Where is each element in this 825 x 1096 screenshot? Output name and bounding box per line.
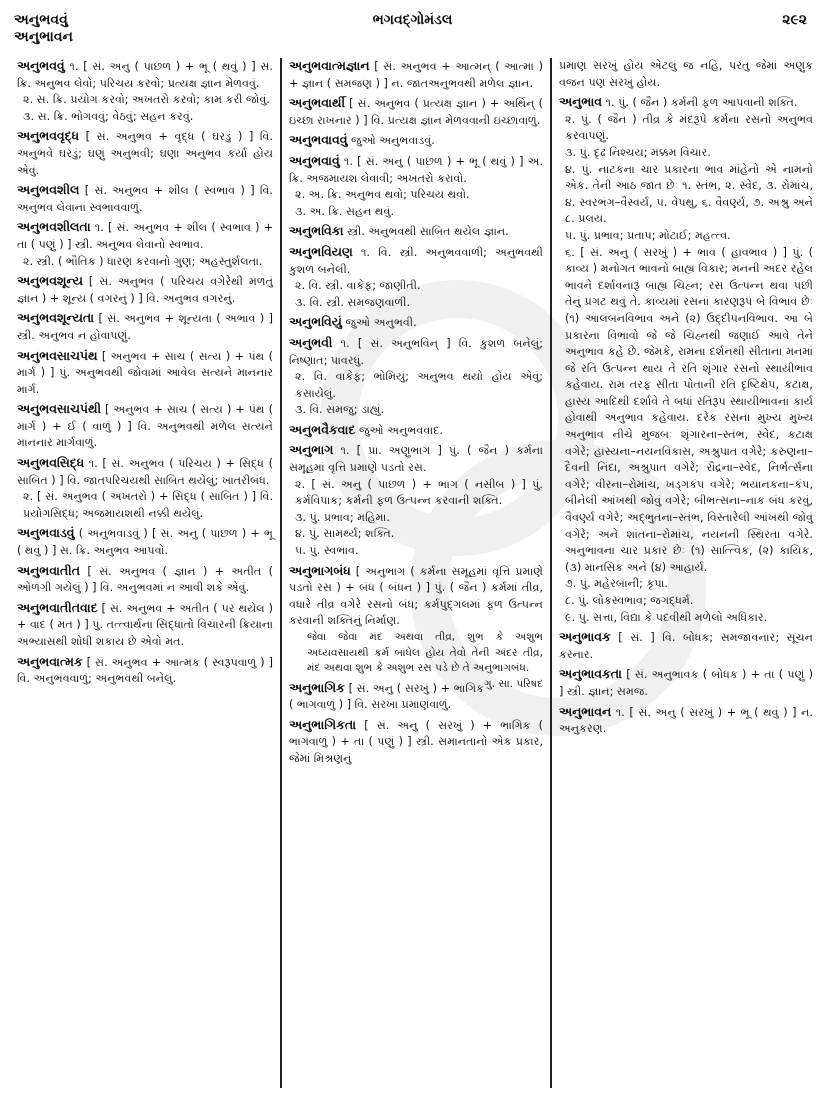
headword: અનુભવિયું	[289, 314, 342, 330]
sense: ૫. પું. સ્વભાવ.	[295, 544, 359, 558]
definition: [ સં. અનુભવ + આત્મન્ ( આત્મા ) + જ્ઞાન ( સમજણ ) ] ન. જાતઅનુભવથી મળેલ જ્ઞાન.	[289, 60, 543, 90]
definition: ૧. [ સં. અનુ ( પાછળ ) + ભૂ ( થવું ) ] અ. ક્રિ. અજમાયશ લેવાવી; અખતરો કરાવો.	[289, 154, 543, 185]
dictionary-entry	[17, 563, 273, 597]
running-title: ભગવદ્ગોમંડલ	[372, 12, 453, 28]
column-right	[550, 58, 820, 1088]
sense: ૨. પું. ( જૈન ) તીવ્ર કે મંદરૂપે કર્મના રસનો અનુભવ કરવાપણું.	[565, 112, 813, 143]
definition: [ સં. અનુભવ + વૃદ્ધ ( ઘરડું ) ] વિ. અનુભવે ઘરડું; ઘણું અનુભવી; ઘણા અનુભવ કર્યા હોય એવું.	[17, 130, 273, 177]
sense: ૨. [ સં. અનુભવ ( અખતરો ) + સિદ્ધ ( સાબિત ) ] વિ. પ્રયોગસિદ્ધ; અજમાયશથી નક્કી થયેલું.	[23, 490, 273, 520]
dictionary-entry	[17, 310, 273, 344]
dictionary-entry	[289, 223, 543, 241]
sense: ૪. પું. સામર્થ્ય; શક્તિ.	[295, 527, 395, 541]
headword: અનુભવાત્મજ્ઞાન	[289, 58, 370, 73]
headword: અનુભવસિદ્ધ	[17, 455, 85, 471]
dictionary-entry	[17, 58, 273, 125]
headword: અનુભાવન	[559, 703, 612, 719]
headword: અનુભવવૃદ્ધ	[17, 128, 80, 144]
definition: [ સં. અનુભવ + શૂન્યતા ( અભાવ ) ] સ્ત્રી. અનુભવ ન હોવાપણું.	[17, 312, 273, 342]
sense: ૫. પું. પ્રભાવ; પ્રતાપ; મોટાઈ; મહત્ત્વ.	[565, 228, 731, 242]
usage-note-text: જેવા જેવા મંદ અથવા તીવ્ર, શુભ કે અશુભ અધ્યવસાયથી કર્મ બાંધેલ હોય તેવો તેની અંદર તીવ્ર, મંદ અથવા શુભ કે અશુભ રસ પડે છે તે અનુભાગબંધ.	[307, 631, 543, 674]
dictionary-entry	[289, 442, 543, 559]
headword: અનુભવાત્મક	[17, 653, 83, 669]
headword: અનુભવશૂન્ય	[17, 273, 83, 289]
continued-text: પ્રમાણ સરખું હોય એટલું જ નહિ, પરંતુ જેમાં અણુક વજન પણ સરખું હોય.	[559, 59, 813, 89]
cross-reference: જુઓ અનુભવવાદ.	[358, 423, 443, 437]
headword: અનુભવાતીત	[17, 562, 80, 578]
dictionary-entry	[17, 654, 273, 688]
dictionary-entry	[289, 314, 543, 332]
definition: [ અનુભાગ ( કર્મના સમૂહમાં વૃત્તિ પ્રમાણે પડતો રસ ) + બંધ ( બંધન ) ] પું. ( જૈન ) કર્મમાં તીવ્ર, વધારે તીવ્ર વગેરે રસનો બંધ; કર્મપુદ્ગલમાં ફળ ઉત્પન્ન કરવાની શક્તિનું નિર્માણ.	[289, 564, 543, 628]
definition: ૧. [ સં. અનુ ( સરખું ) + ભૂ ( થવું ) ] ન. અનુકરણ.	[559, 705, 813, 736]
headword: અનુભવસાચપંથી	[17, 401, 102, 417]
dictionary-entry	[289, 95, 543, 129]
dictionary-entry	[17, 128, 273, 179]
dictionary-entry	[289, 717, 543, 768]
headword: અનુભવાડવું	[17, 525, 75, 541]
page-header	[0, 0, 825, 60]
definition: [ સં. અનુભવ + આત્મક ( સ્વરૂપવાળું ) ] વિ. અનુભવવાળું; અનુભવથી બનેલું.	[17, 655, 273, 686]
headword: અનુભાગબંધ	[289, 562, 351, 578]
sense: ૨. વિ. સ્ત્રી. વાકેફ; જાણીતી.	[295, 279, 421, 293]
dictionary-entry	[559, 94, 813, 626]
sense: ૨. [ સં. અનુ ( પાછળ ) + ભાગ ( નસીબ ) ] પું. કર્મવિપાક; કર્મની ફળ ઉત્પન્ન કરવાની શક્તિ.	[295, 477, 543, 508]
dictionary-entry	[17, 525, 273, 559]
headword: અનુભાવકતા	[559, 666, 622, 682]
sense: ૬. [ સં. અનુ ( સરખું ) + ભાવ ( હાવભાવ ) ] પું. ( કાવ્ય ) મનોગત ભાવનો બાહ્ય વિકાર; મનની અંદર રહેલ ભાવને દર્શાવનારૂં બાહ્ય ચિહ્ન; રસ ઉત્પન્ન થવા પછી તેનું પ્રગટ થવું તે. કાવ્યમાં રસનાં કારણરૂપ બે વિભાવ છેઃ (૧) આલંબનવિભાવ અને (૨) ઉદ્દીપનવિભાવ. આ બે પ્રકારના વિભાવો જે જે ચિહ્નથી જણાઈ આવે તેને અનુભાવ કહે છે. જેમકે, રામના દર્શનથી સીતાના મનમાં જે રતિ ઉત્પન્ન થાય તે રતિ શૃંગાર રસનો સ્થાયીભાવ કહેવાય. રામ તરફ સીતા પોતાની રતિ દૃષ્ટિક્ષેપ, કટાક્ષ, હાસ્ય આદિથી દર્શાવે તે બધાં રતિરૂપ સ્થાયીભાવનાં કાર્ય હોવાથી અનુભાવ કહેવાય. દરેક રસના મુખ્ય મુખ્ય અનુભાવ નીચે મુજબઃ શૃંગારના–સ્તંભ, સ્વેદ, કટાક્ષ વગેરે; હાસ્યના–નયનવિકાસ, અશ્રુપાત વગેરે; કરુણના–દૈવની નિંદા, અશ્રુપાત વગેરે; રૌદ્રના–સ્વેદ, નિર્ભર્ત્સના વગેરે; વીરના–રોમાંચ, ખડ્ગકંપ વગેરે; ભયાનકના–કંપ, બીનેલી આંખથી જોવું વગેરે; બીભત્સના–નાક બંધ કરવું, વૈવર્ણ્ય વગેરે; અદ્ભુતના–સ્તંભ, વિસ્તારેલી આંખથી જોવું વગેરે; અને શાંતના–રોમાંચ, નયનની સ્થિરતા વગેરે. અનુભાવના ચાર પ્રકાર છેઃ (૧) સાત્ત્વિક, (૨) કાયિક, (૩) માનસિક અને (૪) આહાર્ય.	[565, 245, 813, 574]
dictionary-entry	[289, 58, 543, 92]
sense: ૨. વિ. વાકેફ; ભોમિયું; અનુભવ થયો હોય એવું; કસાયેલું.	[295, 370, 543, 400]
sense: ૩. વિ. સ્ત્રી. સમજણવાળી.	[295, 295, 410, 309]
definition: ૧. [ સં. અનુભવ + શીલ ( સ્વભાવ ) + તા ( પણું ) ] સ્ત્રી. અનુભવ લેવાનો સ્વભાવ.	[17, 221, 273, 251]
dictionary-entry	[289, 132, 543, 150]
headword: અનુભાવ	[559, 94, 602, 110]
headword: અનુભવાર્થી	[289, 95, 346, 111]
citation-source: ગુ. સા. પરિષદ	[484, 677, 543, 690]
column-middle	[280, 58, 550, 1088]
headword: અનુભવસાચપંથ	[17, 347, 98, 363]
sense: ૩. પું. પ્રભાવ; મહિમા.	[295, 510, 390, 524]
definition: [ સં. અનુભવ ( જ્ઞાન ) + અતીત ( ઓળંગી ગયેલું ) ] વિ. અનુભવમાં ન આવી શકે એવું.	[17, 564, 274, 595]
sense: ૩. પું. દૃઢ નિશ્ચય; મક્કમ વિચાર.	[565, 145, 711, 159]
headword: અનુભવશીલતા	[17, 219, 91, 235]
definition: [ સં. અનુભવ ( પ્રત્યક્ષ જ્ઞાન ) + અર્થિન્ ( ઇચ્છા રાખનાર ) ] વિ. પ્રત્યક્ષ જ્ઞાન મેળવવાની ઇચ્છાવાળું.	[289, 97, 544, 127]
dictionary-entry	[289, 422, 543, 440]
headword: અનુભાગ	[289, 442, 334, 458]
headword: અનુભવૈકવાદ	[289, 421, 356, 437]
dictionary-entry	[559, 666, 813, 700]
headword: અનુભવશીલ	[17, 182, 80, 198]
cross-reference: જુઓ અનુભવાડવું.	[350, 134, 435, 148]
dictionary-entry	[559, 704, 813, 738]
definition: ૧. [ સં. અનુભવ ( પરિચય ) + સિદ્ધ ( સાબિત ) ] વિ. જાતપરિચયથી સાબિત થયેલું; ખાતરીબંધ.	[17, 457, 273, 487]
dictionary-entry	[559, 629, 813, 663]
definition: [ સં. અનુભવ + અતીત ( પર થયેલ ) + વાદ ( મત ) ] પું. તત્ત્વાર્થના સિદ્ધાંતો વિચારની ક્રિયાના અભ્યાસથી શોધી શકાય છે એવો મત.	[17, 601, 273, 648]
dictionary-entry	[17, 219, 273, 270]
definition: [ અનુભવ + સાચ ( સત્ય ) + પંથ ( માર્ગ ) ] પું. અનુભવથી જોવામાં આવેલ સત્યને માનનાર માર્ગ.	[17, 349, 274, 396]
dictionary-entry	[289, 244, 543, 311]
dictionary-entry	[289, 335, 543, 419]
definition: [ સં. અનુ ( સરખું ) + ભાગિક ( ભાગવાળું ) ] વિ. સરખા પ્રમાણવાળું.	[289, 681, 485, 712]
dictionary-entry	[17, 348, 273, 399]
headword: અનુભાગિક	[289, 679, 345, 695]
definition: ૧. [ પ્રા. અણુભાગ ] પું. ( જૈન ) કર્મના સમૂહમાં વૃત્તિ પ્રમાણે પડતો રસ.	[289, 444, 543, 475]
sense: ૨. સ્ત્રી. ( ભૌતિક ) ધારણ કરવાનો ગુણ; અહસ્તુર્શલતા.	[23, 254, 263, 268]
cross-reference: જુઓ અનુભવી.	[345, 316, 417, 330]
headword: અનુભવાવવું	[289, 132, 348, 148]
headword: અનુભવશૂન્યતા	[17, 310, 95, 326]
definition: ૧. વિ. સ્ત્રી. અનુભવવાળી; અનુભવથી કુશળ બનેલી.	[289, 245, 543, 276]
definition: [ સં. ] વિ. બોધક; સમજાવનાર; સૂચન કરનાર.	[559, 631, 813, 661]
definition: ૧. પું. ( જૈન ) કર્મની ફળ આપવાની શક્તિ.	[605, 96, 798, 110]
sense: ૨. સ. ક્રિ. પ્રયોગ કરવો; અખતરો કરવો; કામ કરી જોવું.	[23, 93, 270, 107]
dictionary-entry	[17, 273, 273, 307]
headword: અનુભવિયણ	[289, 243, 353, 259]
page-number: ૨૯૨	[782, 12, 807, 28]
definition: [ સં. અનુ ( સરખું ) + ભાગિક ( ભાગવાળું ) + તા ( પણું ) ] સ્ત્રી. સમાનતાનો એક પ્રકાર, જેમાં મિશ્રણનું	[289, 718, 543, 765]
sense: ૨. અ. ક્રિ. અનુભવ થવો; પરિચય થવો.	[295, 188, 470, 202]
guide-word-last: અનુભાવન	[14, 29, 73, 45]
definition: સ્ત્રી. અનુભવથી સાબિત થયેલ જ્ઞાન.	[347, 225, 509, 239]
headword: અનુભવિકા	[289, 223, 344, 239]
definition: ૧. [ સં. અનુભવિન્ ] વિ. કુશળ બનેલું; નિષ્ણાત; પાવરધું.	[289, 336, 543, 367]
definition: [ સં. અનુભવ ( પરિચય વગેરેથી મળતું જ્ઞાન ) + શૂન્ય ( વગરનું ) ] વિ. અનુભવ વગરનું.	[17, 275, 273, 305]
headword: અનુભવવું	[17, 58, 65, 73]
sense: ૯. પું. સત્તા, વિદ્યા કે પદવીથી મળેલો અધિકાર.	[565, 610, 768, 624]
dictionary-entry	[17, 600, 273, 651]
guide-word-first: અનુભવવું	[14, 12, 68, 28]
definition: ( અનુભવાડવું ) [ સં. અનુ ( પાછળ ) + ભૂ ( થવું ) ] સ. ક્રિ. અનુભવ આપવો.	[17, 527, 273, 558]
definition: [ સં. અનુભવ + શીલ ( સ્વભાવ ) ] વિ. અનુભવ લેવાના સ્વભાવવાળું.	[17, 184, 273, 214]
sense: ૩. અ. ક્રિ. સહન થવું.	[295, 204, 395, 218]
definition: [ સં. અનુભાવક ( બોધક ) + તા ( પણું ) ] સ્ત્રી. જ્ઞાન; સમજ.	[559, 668, 814, 698]
headword: અનુભાવક	[559, 629, 611, 645]
dictionary-columns	[10, 58, 820, 1088]
dictionary-entry	[17, 182, 273, 216]
sense: ૩. સ. ક્રિ. ભોગવવું; વેઠવું; સહન કરવું.	[23, 109, 194, 123]
sense: ૮. પું. લોકસ્વભાવ; જગદ્ધર્મ.	[565, 594, 694, 607]
headword: અનુભવાવું	[289, 152, 340, 168]
dictionary-entry	[289, 562, 543, 690]
dictionary-entry	[17, 401, 273, 452]
headword: અનુભવી	[289, 334, 333, 350]
dictionary-entry	[289, 153, 543, 220]
sense: ૩. વિ. સમજુ; ડાહ્યું.	[295, 403, 385, 417]
definition: [ અનુભવ + સાચ ( સત્ય ) + પંથ ( માર્ગ ) + ઈ ( વાળું ) ] વિ. અનુભવથી મળેલ સત્યને માનનાર માર્ગવાળું.	[17, 403, 274, 450]
definition: ૧. [ સં. અનુ ( પાછળ ) + ભૂ ( થવું ) ] સ. ક્રિ. અનુભવ લેવો; પરિચય કરવો; પ્રત્યક્ષ જ્ઞાન મેળવવું.	[17, 60, 273, 90]
headword: અનુભવાતીતવાદ	[17, 599, 98, 615]
headword: અનુભાગિકતા	[289, 716, 357, 732]
sense: ૭. પું. મહેરબાની; કૃપા.	[565, 577, 668, 591]
column-left	[10, 58, 280, 1058]
dictionary-entry	[17, 455, 273, 522]
sense: ૪. પું. નાટકના ચાર પ્રકારના ભાવ માંહેનો એ નામનો એક. તેની આઠ જાત છેઃ ૧. સ્તંભ, ૨. સ્વેદ, ૩. રોમાંચ, ૪. સ્વરભંગ–વૈસ્વર્ય, ૫. વેપથુ, ૬. વૈવર્ણ્ય, ૭. અશ્રુ અને ૮. પ્રલય.	[565, 162, 813, 226]
